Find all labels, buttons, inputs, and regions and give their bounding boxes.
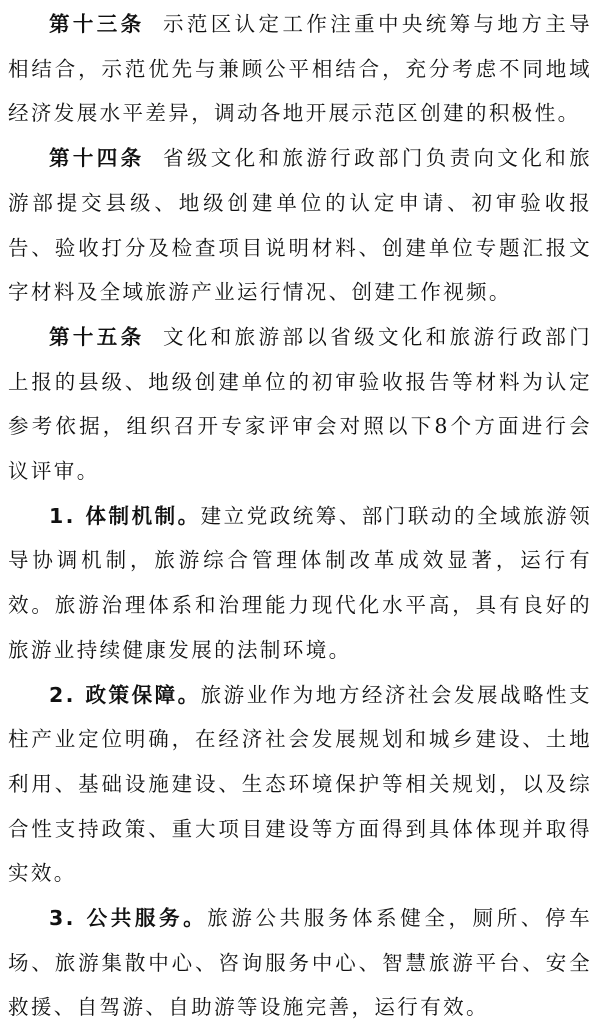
item-1-text: 建立党政统筹、部门联动的全域旅游领导协调机制，旅游综合管理体制改革成效显著，运行有效。旅游治理体系和治理能力现代化水平高，具有良好的旅游业持续健康发展的法制环境。: [8, 503, 592, 662]
article-14: [8, 136, 592, 315]
item-2: [8, 673, 592, 897]
article-13-label: 第十三条: [49, 12, 145, 36]
item-3-text: 旅游公共服务体系健全，厕所、停车场、旅游集散中心、咨询服务中心、智慧旅游平台、安全救援、自驾游、自助游等设施完善，运行有效。: [8, 906, 592, 1020]
article-15-label: 第十五条: [49, 324, 145, 349]
article-15-text: 文化和旅游部以省级文化和旅游行政部门上报的县级、地级创建单位的初审验收报告等材料为认定参考依据，组织召开专家评审会对照以下8个方面进行会议评审。: [8, 324, 592, 484]
item-3-label: 3. 公共服务。: [49, 906, 208, 931]
item-2-text: 旅游业作为地方经济社会发展战略性支柱产业定位明确，在经济社会发展规划和城乡建设、土地利用、基础设施建设、生态环境保护等相关规划，以及综合性支持政策、重大项目建设等方面得到具体体现并取得实效。: [8, 682, 592, 886]
item-1: [8, 494, 592, 673]
article-14-label: 第十四条: [49, 146, 145, 171]
item-3: [8, 896, 592, 1030]
item-1-label: 1. 体制机制。: [49, 503, 201, 528]
article-13-text: 示范区认定工作注重中央统筹与地方主导相结合，示范优先与兼顾公平相结合，充分考虑不同地域经济发展水平差异，调动各地开展示范区创建的积极性。: [8, 12, 592, 126]
article-15: [8, 315, 592, 494]
article-13: [8, 2, 592, 136]
item-2-label: 2. 政策保障。: [49, 682, 201, 707]
article-14-text: 省级文化和旅游行政部门负责向文化和旅游部提交县级、地级创建单位的认定申请、初审验收报告、验收打分及检查项目说明材料、创建单位专题汇报文字材料及全域旅游产业运行情况、创建工作视频。: [8, 146, 592, 305]
